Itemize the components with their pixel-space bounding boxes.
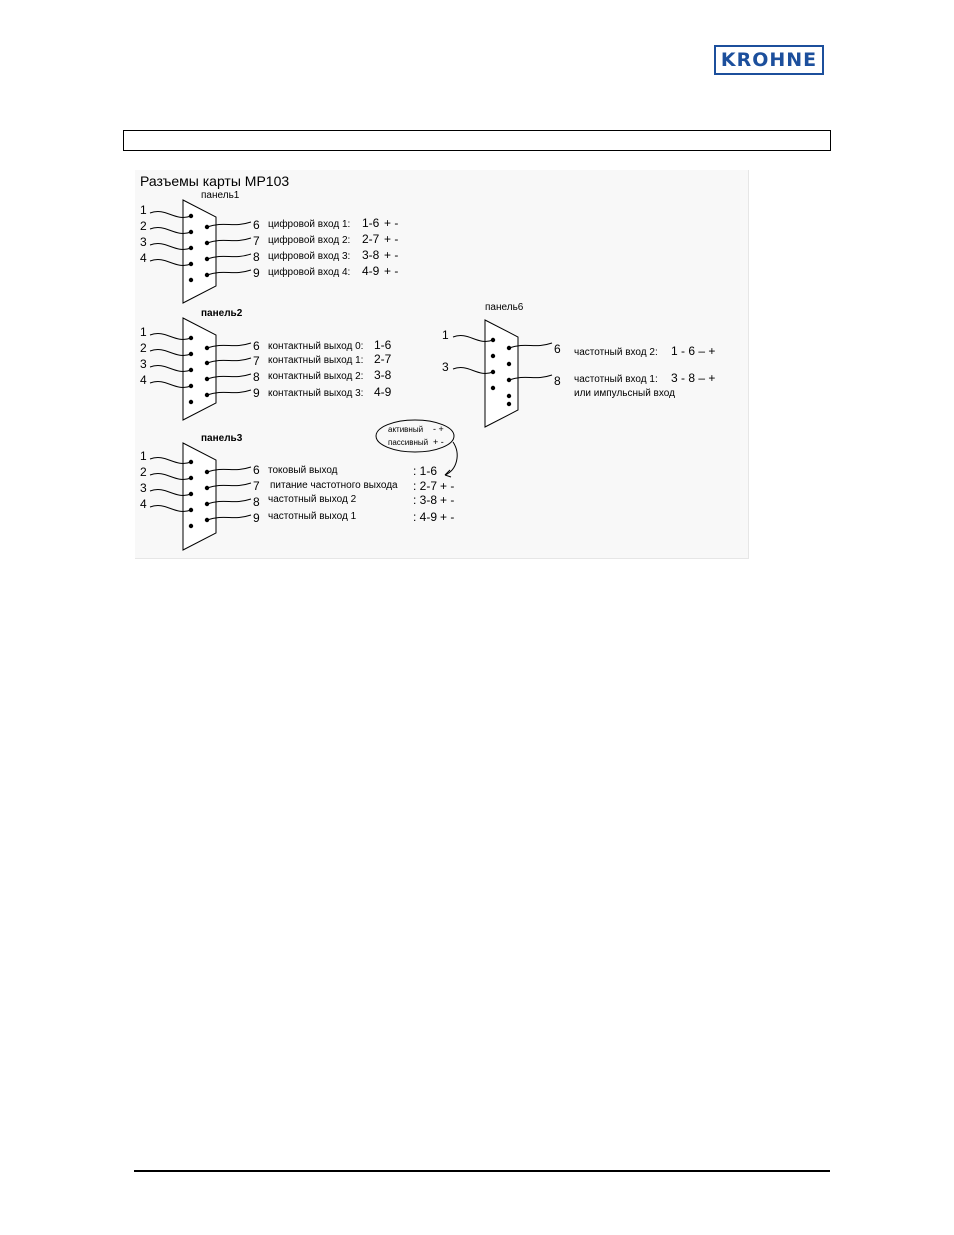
diagram-svg (135, 170, 748, 558)
panel1-row-code: 2-7 (362, 232, 380, 246)
panel3-row-desc: токовый выход (268, 465, 338, 476)
connector-diagram (135, 170, 749, 559)
panel3-legend-polarity: - + (433, 424, 444, 434)
panel6-right-dot (507, 362, 511, 366)
panel6-left-pin: 3 (442, 360, 449, 374)
panel1-row-polarity: + - (384, 248, 399, 262)
panel3-right-pin: 6 (253, 463, 260, 477)
panel6-row-code: 3 - 8 – + (671, 371, 716, 385)
panel1-right-pin: 7 (253, 234, 260, 248)
panel3-row-polarity: + - (440, 479, 455, 493)
panel1-left-pin: 4 (140, 251, 147, 265)
panel3-legend-label: пассивный (388, 438, 429, 447)
panel1-row-polarity: + - (384, 264, 399, 278)
panel2-row-code: 1-6 (374, 338, 392, 352)
panel2-row-desc: контактный выход 0: (268, 341, 364, 352)
panel1-row-polarity: + - (384, 216, 399, 230)
panel6-row-code: 1 - 6 – + (671, 344, 716, 358)
panel3-left-pin: 4 (140, 497, 147, 511)
panel2-connector (183, 318, 216, 420)
panel6-left-pin: 1 (442, 328, 449, 342)
panel6-left-dot (491, 354, 495, 358)
panel1-label: панель1 (201, 190, 240, 201)
panel2-row-desc: контактный выход 1: (268, 355, 364, 366)
panel2-row-desc: контактный выход 2: (268, 371, 364, 382)
panel3-right-pin: 8 (253, 495, 260, 509)
panel3-row-code: : 4-9 (413, 510, 438, 524)
panel6-label: панель6 (485, 302, 524, 313)
panel1-row-code: 1-6 (362, 216, 380, 230)
panel6-row-desc: частотный вход 2: (574, 347, 658, 358)
panel2-right-pin: 8 (253, 370, 260, 384)
panel2-row-desc: контактный выход 3: (268, 388, 364, 399)
panel3-legend-arrow (445, 442, 457, 475)
panel2-right-pin: 9 (253, 386, 260, 400)
panel3-row-code: : 2-7 (413, 479, 438, 493)
panel2-left-dot (189, 400, 193, 404)
diagram-title: Разъемы карты MP103 (140, 173, 290, 189)
panel3-legend-label: активный (388, 425, 424, 434)
panel2-right-pin: 7 (253, 354, 260, 368)
panel6-right-pin: 6 (554, 342, 561, 356)
panel1-right-pin: 8 (253, 250, 260, 264)
panel2-left-pin: 4 (140, 373, 147, 387)
krohne-logo (714, 45, 824, 75)
panel1-left-pin: 1 (140, 203, 147, 217)
panel3-row-code: : 3-8 (413, 493, 438, 507)
panel3-row-desc: частотный выход 1 (268, 511, 357, 522)
panel6-right-dot (507, 402, 511, 406)
panel2-left-pin: 3 (140, 357, 147, 371)
panel2-row-code: 4-9 (374, 385, 392, 399)
panel3-left-pin: 1 (140, 449, 147, 463)
panel6-left-dot (491, 386, 495, 390)
panel1-left-dot (189, 278, 193, 282)
panel3-row-code: : 1-6 (413, 464, 438, 478)
panel2-row-code: 2-7 (374, 352, 392, 366)
panel3-legend-polarity: + - (433, 437, 444, 447)
panel1-right-pin: 9 (253, 266, 260, 280)
panel3-row-polarity: + - (440, 493, 455, 507)
panel6-right-pin: 8 (554, 374, 561, 388)
panel1-left-pin: 3 (140, 235, 147, 249)
panel2-label: панель2 (201, 308, 243, 319)
panel2-left-pin: 1 (140, 325, 147, 339)
footer-rule (134, 1170, 830, 1172)
panel2-right-pin: 6 (253, 339, 260, 353)
panel3-right-pin: 7 (253, 479, 260, 493)
panel1-row-code: 4-9 (362, 264, 380, 278)
panel6-right-dot (507, 394, 511, 398)
panel3-left-dot (189, 524, 193, 528)
panel1-right-pin: 6 (253, 218, 260, 232)
panel1-row-polarity: + - (384, 232, 399, 246)
panel3-row-desc: частотный выход 2 (268, 494, 357, 505)
header-frame (123, 130, 831, 151)
panel1-row-desc: цифровой вход 3: (268, 251, 351, 262)
panel1-left-pin: 2 (140, 219, 147, 233)
panel3-left-pin: 2 (140, 465, 147, 479)
panel2-left-pin: 2 (140, 341, 147, 355)
panel3-row-desc: питание частотного выхода (270, 480, 398, 491)
panel3-connector (183, 443, 216, 550)
panel1-row-code: 3-8 (362, 248, 380, 262)
panel6-row-extra: или импульсный вход (574, 388, 675, 399)
panel2-row-code: 3-8 (374, 368, 392, 382)
panel6-row-desc: частотный вход 1: (574, 374, 658, 385)
panel3-left-pin: 3 (140, 481, 147, 495)
panel1-row-desc: цифровой вход 2: (268, 235, 351, 246)
panel1-connector (183, 200, 216, 303)
panel3-row-polarity: + - (440, 510, 455, 524)
logo-text: KROHNE (720, 49, 818, 71)
panel3-label: панель3 (201, 433, 243, 444)
panel1-row-desc: цифровой вход 1: (268, 219, 351, 230)
panel6-connector (485, 320, 518, 427)
panel3-right-pin: 9 (253, 511, 260, 525)
panel1-row-desc: цифровой вход 4: (268, 267, 351, 278)
